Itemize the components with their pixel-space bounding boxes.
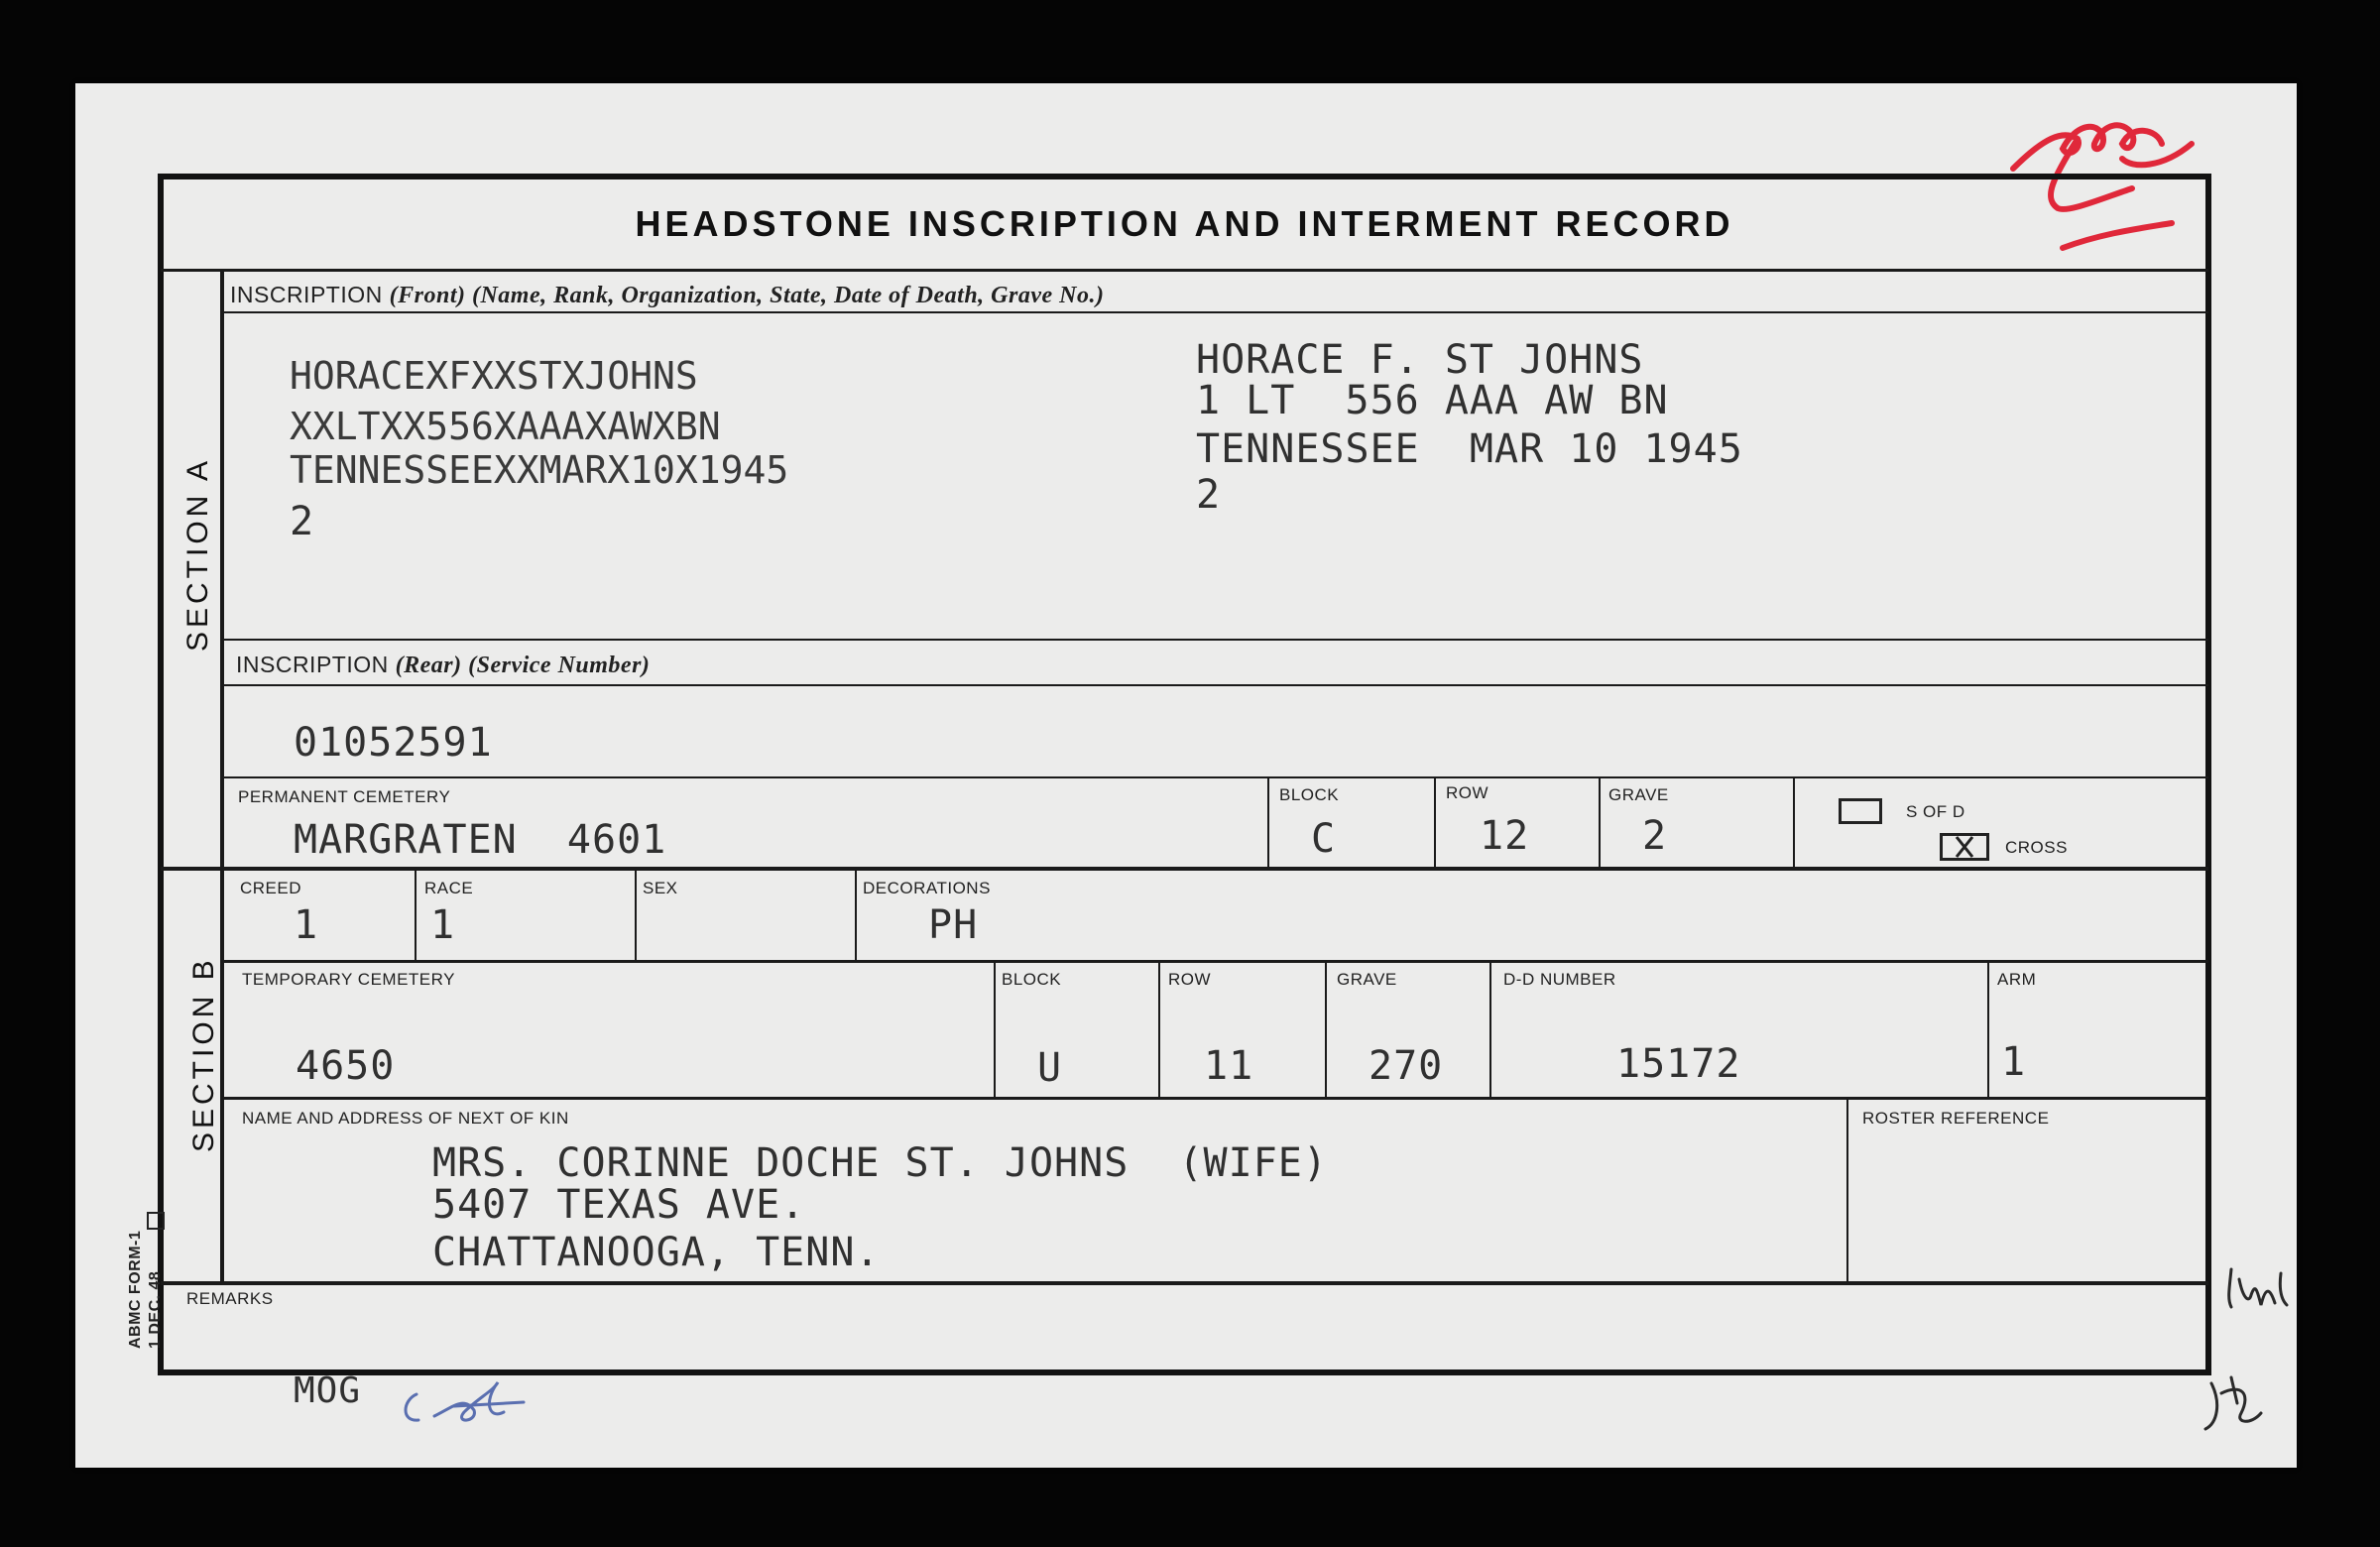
creed-value: 1 [294,902,319,948]
inscription-line: 1 LT 556 AAA AW BN [1196,378,1669,423]
divider [635,869,637,962]
inscription-line: TENNESSEE MAR 10 1945 [1196,426,1743,472]
decorations-label: DECORATIONS [863,879,991,897]
dd-number-label: D-D NUMBER [1503,970,1616,989]
next-of-kin-line: MRS. CORINNE DOCHE ST. JOHNS (WIFE) [432,1140,1328,1186]
temp-block-label: BLOCK [1002,970,1062,989]
temp-row-label: ROW [1168,970,1212,989]
remarks-label: REMARKS [186,1289,274,1308]
divider [1846,1099,1848,1283]
cross-label: CROSS [2005,838,2068,857]
divider [994,962,996,1099]
perm-block-value: C [1311,816,1337,862]
divider [222,776,2208,778]
check-x-icon [1943,835,1986,859]
service-number: 01052591 [294,720,493,766]
pencil-initials-mark [2221,1259,2301,1349]
divider [1489,962,1491,1099]
section-a-label: SECTION A [181,456,214,652]
divider [1158,962,1160,1099]
front-label-italic: (Front) (Name, Rank, Organization, State, Date of Death, Grave No.) [389,283,1105,308]
perm-grave-value: 2 [1642,813,1668,859]
blue-handwriting-mark [395,1376,553,1436]
rear-inscription-label [236,652,650,679]
race-value: 1 [430,902,456,948]
footer-initials: MOG [294,1370,362,1411]
creed-label: CREED [240,879,302,897]
front-inscription-label [230,282,1104,309]
race-label: RACE [424,879,474,897]
dd-number-value: 15172 [1616,1041,1741,1087]
divider [1793,777,1795,869]
divider [161,867,2208,871]
form-title: HEADSTONE INSCRIPTION AND INTERMENT RECORD [635,203,1734,244]
divider [161,269,2208,272]
form-id-box [147,1212,165,1230]
divider [222,684,2208,686]
sex-label: SEX [643,879,678,897]
sofd-checkbox[interactable] [1839,798,1882,824]
rear-label-italic: (Rear) (Service Number) [395,653,651,678]
divider [1325,962,1327,1099]
next-of-kin-line: 5407 TEXAS AVE. [432,1182,806,1228]
temp-grave-value: 270 [1368,1043,1444,1089]
inscription-line: HORACE F. ST JOHNS [1196,337,1644,383]
divider [1987,962,1989,1099]
temp-cemetery-label: TEMPORARY CEMETERY [242,970,455,989]
perm-row-value: 12 [1480,813,1530,859]
cross-checkbox[interactable] [1940,833,1989,861]
divider [222,1097,2208,1100]
temp-block-value: U [1037,1045,1063,1091]
inscription-line: 2 [1196,472,1222,518]
form-id-block [127,1150,186,1349]
roster-reference-label: ROSTER REFERENCE [1862,1109,2050,1128]
temp-row-value: 11 [1204,1043,1254,1089]
arm-value: 1 [2001,1039,2027,1085]
pencil-signature-mark [2192,1364,2271,1443]
divider [1267,777,1269,869]
divider [161,1281,2208,1285]
struck-line: 2 [290,499,315,544]
form-date: 1 DEC. 48 [147,1270,164,1349]
struck-line: HORACEXFXXSTXJOHNS [290,354,698,398]
struck-line: TENNESSEEXXMARX10X1945 [290,448,789,492]
struck-line: XXLTXX556XAAAXAWXBN [290,405,721,448]
sofd-label: S OF D [1906,802,1965,821]
divider [222,960,2208,963]
divider [855,869,857,962]
temp-cemetery-value: 4650 [296,1043,396,1089]
permanent-cemetery-value: MARGRATEN 4601 [294,817,667,863]
form-id: ABMC FORM-1 [127,1230,144,1349]
divider [222,311,2208,313]
divider [415,869,416,962]
perm-grave-label: GRAVE [1608,785,1669,804]
section-b-label: SECTION B [187,956,220,1152]
divider [1599,777,1601,869]
perm-block-label: BLOCK [1279,785,1340,804]
temp-grave-label: GRAVE [1337,970,1397,989]
divider [222,639,2208,641]
next-of-kin-line: CHATTANOOGA, TENN. [432,1230,881,1275]
divider [1434,777,1436,869]
decorations-value: PH [928,902,979,948]
perm-row-label: ROW [1446,783,1489,802]
permanent-cemetery-label: PERMANENT CEMETERY [238,787,451,806]
rear-label-plain: INSCRIPTION [236,652,396,677]
arm-label: ARM [1997,970,2037,989]
next-of-kin-label: NAME AND ADDRESS OF NEXT OF KIN [242,1109,569,1128]
front-label-plain: INSCRIPTION [230,282,390,307]
